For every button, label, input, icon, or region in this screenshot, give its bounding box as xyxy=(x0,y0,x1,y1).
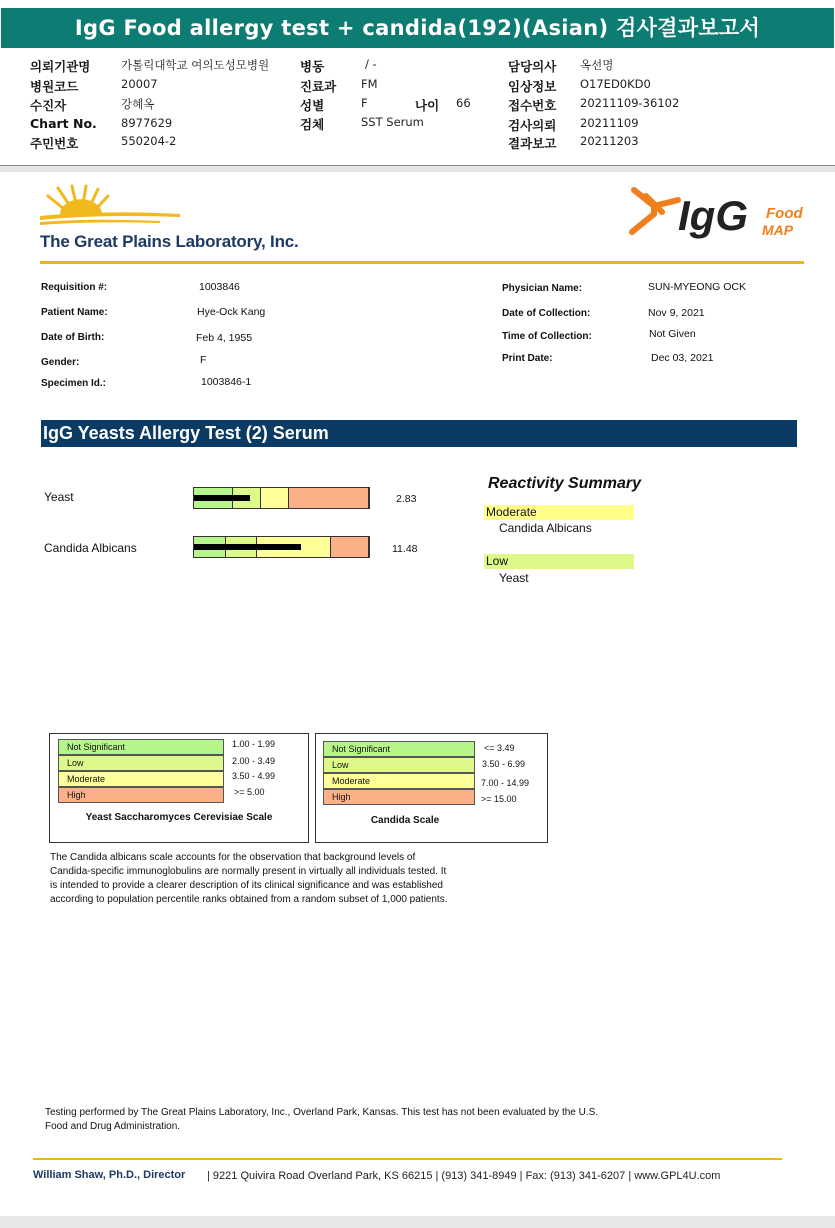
logo-food-text: Food xyxy=(766,205,803,222)
logo-igg-text: IgG xyxy=(678,192,748,239)
note-line: Food and Drug Administration. xyxy=(45,1121,181,1132)
summary-band-moderate: Moderate xyxy=(484,505,634,520)
gender-value: F xyxy=(200,354,207,366)
sex-value: F xyxy=(361,96,368,110)
requisition-label: Requisition #: xyxy=(41,282,108,293)
report-title-banner: IgG Food allergy test + candida(192)(Asian) 검사결과보고서 xyxy=(1,8,834,48)
result-label-yeast: Yeast xyxy=(44,490,74,504)
ward-value: / - xyxy=(365,57,377,71)
scale-range: 1.00 - 1.99 xyxy=(232,739,276,749)
gold-divider xyxy=(40,261,804,264)
physician-label-ko: 담당의사 xyxy=(508,59,557,74)
result-value-candida: 11.48 xyxy=(392,543,418,555)
examinee-label: 수진자 xyxy=(30,98,67,113)
result-label-candida: Candida Albicans xyxy=(44,541,137,555)
result-bar-candida xyxy=(193,536,370,558)
clinical-info-label: 임상정보 xyxy=(508,79,557,94)
scale-range: 3.50 - 6.99 xyxy=(482,759,526,769)
print-date-label: Print Date: xyxy=(502,353,553,364)
resident-no-value: 550204-2 xyxy=(121,134,177,148)
bar-segment-moderate xyxy=(261,488,289,508)
dob-value: Feb 4, 1955 xyxy=(196,332,253,344)
physician-name-label: Physician Name: xyxy=(502,283,583,294)
scale-row-moderate: Moderate xyxy=(323,773,475,789)
note-line: according to population percentile ranks obtained from a random subset of 1,000 patients. xyxy=(50,894,448,905)
scale-row-not-significant: Not Significant xyxy=(323,741,475,757)
ward-label: 병동 xyxy=(300,59,325,74)
specimen-label: 검체 xyxy=(300,117,325,132)
antibody-icon xyxy=(626,184,686,246)
page-bottom-edge xyxy=(0,1216,835,1228)
physician-value-ko: 옥선명 xyxy=(580,58,614,72)
scale-row-moderate: Moderate xyxy=(58,771,224,787)
yeast-scale-title: Yeast Saccharomyces Cerevisiae Scale xyxy=(85,812,273,823)
physician-name-value: SUN-MYEONG OCK xyxy=(648,281,747,293)
scale-row-not-significant: Not Significant xyxy=(58,739,224,755)
scale-row-low: Low xyxy=(58,755,224,771)
hospital-name-value: 가톨릭대학교 여의도성모병원 xyxy=(121,58,270,72)
collection-time-value: Not Given xyxy=(649,328,696,340)
chart-no-value: 8977629 xyxy=(121,116,173,130)
igg-food-map-logo xyxy=(626,184,806,246)
sex-label: 성별 xyxy=(300,98,325,113)
hospital-code-label: 병원코드 xyxy=(30,79,79,94)
scale-range: 2.00 - 3.49 xyxy=(232,756,276,766)
request-date-value: 20211109 xyxy=(580,116,639,130)
note-line: Candida-specific immunoglobulins are normally present in virtually all individuals tested. It xyxy=(50,866,447,877)
scale-range: >= 5.00 xyxy=(234,787,265,797)
scale-range: >= 15.00 xyxy=(481,794,517,804)
result-bar-yeast xyxy=(193,487,370,509)
bar-segment-high xyxy=(331,537,370,557)
resident-no-label: 주민번호 xyxy=(30,136,79,151)
testing-disclaimer xyxy=(45,1106,765,1134)
requisition-value: 1003846 xyxy=(199,281,240,293)
summary-band-low: Low xyxy=(484,554,634,569)
candida-scale-box xyxy=(315,733,548,843)
receipt-no-value: 20211109-36102 xyxy=(580,96,680,110)
chart-no-label: Chart No. xyxy=(30,116,97,131)
summary-item-yeast: Yeast xyxy=(499,571,529,585)
scale-range: 3.50 - 4.99 xyxy=(232,771,276,781)
header-gap xyxy=(0,166,835,172)
receipt-no-label: 접수번호 xyxy=(508,98,557,113)
dob-label: Date of Birth: xyxy=(41,332,105,343)
scale-range: <= 3.49 xyxy=(484,743,515,753)
examinee-value: 강혜옥 xyxy=(121,97,155,111)
note-line: is intended to provide a clearer description of its clinical significance and was established xyxy=(50,880,443,891)
hospital-name-label: 의뢰기관명 xyxy=(30,59,91,74)
patient-name-value: Hye-Ock Kang xyxy=(197,306,266,318)
request-date-label: 검사의뢰 xyxy=(508,118,557,133)
scale-range: 7.00 - 14.99 xyxy=(481,778,530,788)
department-value: FM xyxy=(361,77,378,91)
yeast-scale-box xyxy=(49,733,309,843)
footer-address: | 9221 Quivira Road Overland Park, KS 66215 | (913) 341-8949 | Fax: (913) 341-6207 | www.GPL4U.com xyxy=(207,1170,721,1182)
hospital-code-value: 20007 xyxy=(121,77,158,91)
scale-row-high: High xyxy=(58,787,224,803)
scale-row-low: Low xyxy=(323,757,475,773)
collection-date-value: Nov 9, 2021 xyxy=(648,307,705,319)
candida-scale-title: Candida Scale xyxy=(370,815,440,826)
scale-row-high: High xyxy=(323,789,475,805)
gender-label: Gender: xyxy=(41,357,80,368)
specimen-id-label: Specimen Id.: xyxy=(41,378,107,389)
footer-divider xyxy=(33,1158,782,1160)
age-label: 나이 xyxy=(415,98,440,113)
note-line: The Candida albicans scale accounts for the observation that background levels of xyxy=(50,852,416,863)
result-meter-candida xyxy=(194,544,301,550)
department-label: 진료과 xyxy=(300,79,337,94)
candida-scale-note xyxy=(50,851,520,907)
result-value-yeast: 2.83 xyxy=(396,493,417,505)
note-line: Testing performed by The Great Plains Laboratory, Inc., Overland Park, Kansas. This test has not been evaluated by the U.S. xyxy=(45,1107,599,1118)
report-date-label: 결과보고 xyxy=(508,136,557,151)
specimen-value: SST Serum xyxy=(361,115,424,129)
reactivity-summary-title: Reactivity Summary xyxy=(488,475,641,492)
bar-segment-high xyxy=(289,488,370,508)
collection-time-label: Time of Collection: xyxy=(502,331,592,342)
summary-item-candida: Candida Albicans xyxy=(499,521,592,535)
section-title-bar: IgG Yeasts Allergy Test (2) Serum xyxy=(41,420,797,447)
collection-date-label: Date of Collection: xyxy=(502,308,591,319)
specimen-id-value: 1003846-1 xyxy=(201,376,252,388)
sun-logo-icon xyxy=(40,184,190,228)
footer-director: William Shaw, Ph.D., Director xyxy=(33,1169,186,1181)
print-date-value: Dec 03, 2021 xyxy=(651,352,714,364)
lab-name: The Great Plains Laboratory, Inc. xyxy=(40,232,299,251)
patient-name-label: Patient Name: xyxy=(41,307,108,318)
result-meter-yeast xyxy=(194,495,250,501)
logo-map-text: MAP xyxy=(762,222,794,238)
age-value: 66 xyxy=(456,96,471,110)
clinical-info-value: O17ED0KD0 xyxy=(580,77,651,91)
report-date-value: 20211203 xyxy=(580,134,639,148)
